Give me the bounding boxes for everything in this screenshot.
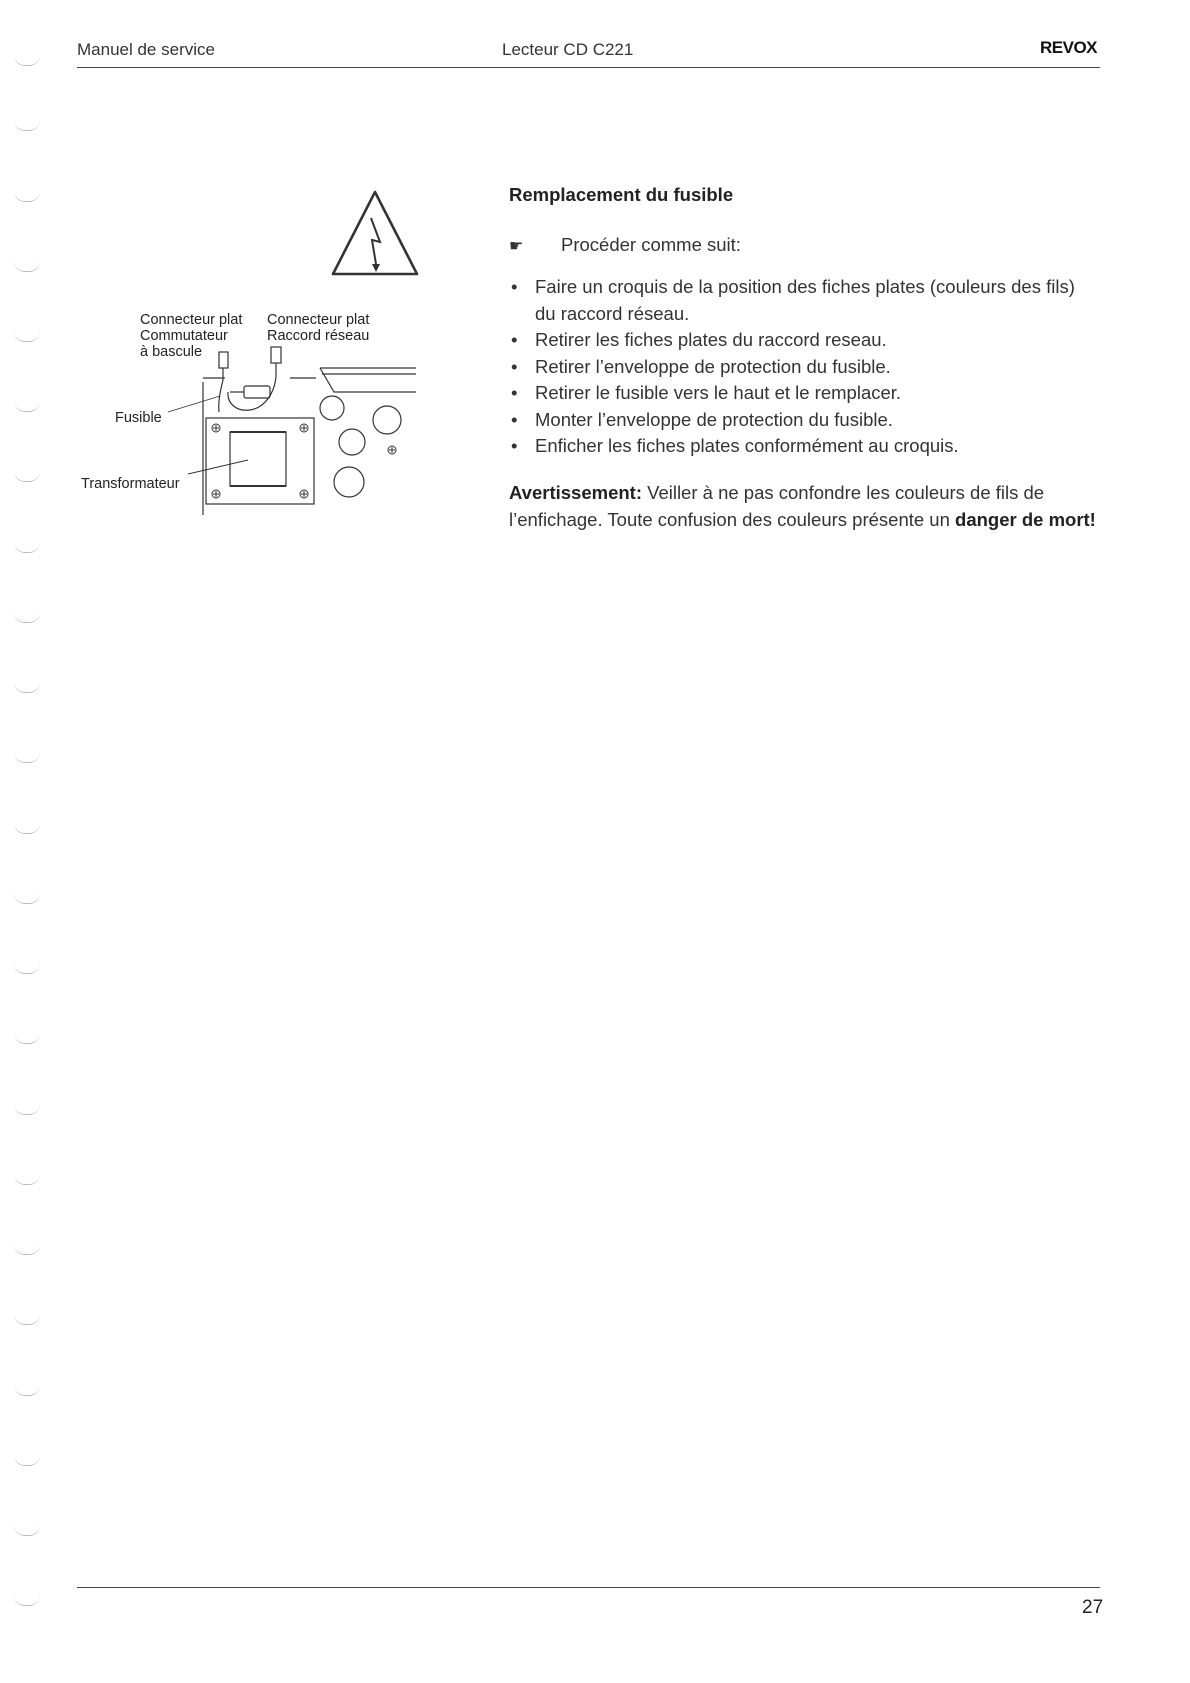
- bullet-icon: •: [511, 329, 518, 350]
- label-connector-switch-line1: Connecteur plat: [140, 312, 243, 328]
- pointing-hand-icon: ☛: [509, 238, 524, 255]
- bullet-icon: •: [511, 276, 518, 297]
- procedure-steps: [509, 274, 1099, 460]
- warning-label: Avertissement:: [509, 482, 642, 503]
- intro-text: Procéder comme suit:: [561, 234, 741, 255]
- list-item: • Retirer les fiches plates du raccord reseau.: [509, 327, 1099, 354]
- list-item: • Enficher les fiches plates conformément au croquis.: [509, 433, 1099, 460]
- bullet-icon: •: [511, 382, 518, 403]
- label-fuse: Fusible: [115, 410, 162, 426]
- page-number: 27: [1082, 1597, 1104, 1618]
- bullet-icon: •: [511, 355, 518, 377]
- header-product-title: Lecteur CD C221: [502, 40, 634, 59]
- high-voltage-warning-icon: [333, 192, 417, 274]
- list-item: • Monter l’enveloppe de protection du fusible.: [509, 407, 1099, 434]
- warning-paragraph: [509, 479, 1109, 533]
- label-connector-mains-line1: Connecteur plat: [267, 312, 370, 328]
- label-connector-switch-line3: à bascule: [140, 344, 203, 360]
- header-manual-title: Manuel de service: [77, 40, 215, 59]
- intro-line: [509, 234, 741, 256]
- brand-logo: REVOX: [1040, 38, 1098, 57]
- label-connector-switch-line2: Commutateur: [140, 328, 228, 344]
- list-item: • Retirer le fusible vers le haut et le remplacer.: [509, 380, 1099, 407]
- list-item: • Faire un croquis de la position des fiches plates (couleurs des fils) du raccord réseau.: [511, 276, 1075, 324]
- fuse-diagram: [70, 180, 430, 520]
- section-heading: Remplacement du fusible: [509, 184, 734, 205]
- footer-rule: [77, 1587, 1100, 1588]
- label-transformer: Transformateur: [81, 476, 180, 492]
- bullet-icon: •: [511, 435, 518, 456]
- diagram-drawing: [70, 180, 430, 520]
- warning-emphasis: danger de mort!: [955, 509, 1096, 530]
- warning-text: Veiller à ne pas confondre les couleurs de fils de l’enfichage. Toute confusion des couleurs présente un: [509, 482, 1045, 530]
- list-item: • Retirer l’enveloppe de protection du fusible.: [509, 354, 1099, 381]
- label-connector-mains-line2: Raccord réseau: [267, 328, 370, 344]
- bullet-icon: •: [511, 408, 518, 430]
- header-rule: [77, 67, 1100, 68]
